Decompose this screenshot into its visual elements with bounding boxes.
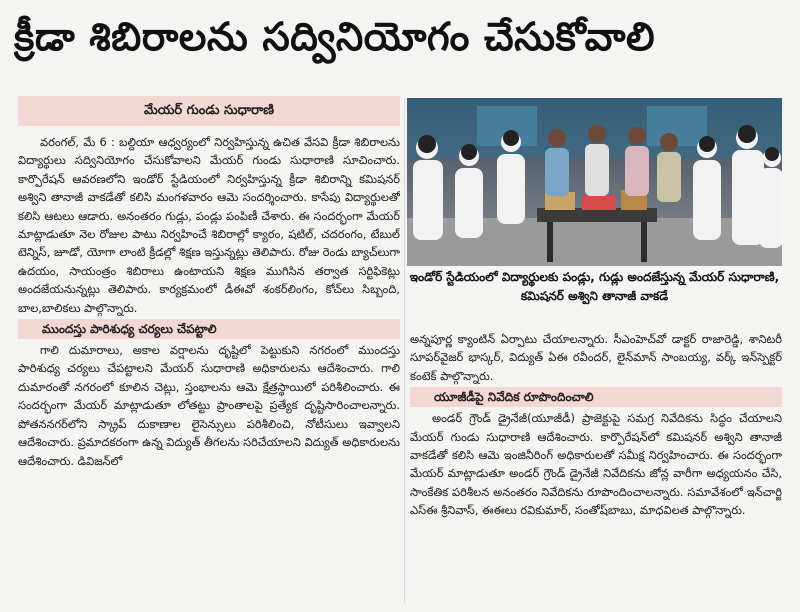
article-paragraph-1: వరంగల్, మే 6 : బల్దియా ఆధ్వర్యంలో నిర్వహిస్తున్న ఉచిత వేసవి క్రీడా శిబిరాలను విద్యార్థులు సద్వినియోగం చేసుకోవాలని మేయర్ గుండు సుధారాణి సూచించారు. కార్పొరేషన్ ఆవరణలోని ఇండోర్ స్టేడియంలో నిర్వహిస్తున్న క్రీడా శిబిరాన్ని కమిషనర్ అశ్విని తానాజీ వాకడేతో కలిసి మంగళవారం ఆమె సందర్శించారు. కాసేపు విద్యార్థులతో కలిసి ఆటలు ఆడారు. అనంతరం గుడ్లు, పండ్లు పంపిణీ చేశారు. ఈ సందర్భంగా మేయర్ మాట్లాడుతూ నెల రోజుల పాటు నిర్వహించే శిబిరాల్లో క్యారం, షటిల్, చదరంగం, టేబుల్ టెన్నిస్, జూడో, యోగా లాంటి క్రీడల్లో శిక్షణ ఇస్తున్నట్లు తెలిపారు. రోజు రెండు బ్యాచ్‌లుగా ఉదయం, సాయంత్రం శిబిరాలు ఉంటాయని శిక్షణ ముగిసిన తర్వాత సర్టిఫికెట్లు అందజేయనున్నట్లు తెలిపారు. కార్యక్రమంలో డీఈవో శంకర్‌లింగం, కోచ్‌లు సిబ్బంది, బాల,బాలికలు పాల్గొన్నారు. [18, 135, 400, 315]
photo-caption: ఇండోర్ స్టేడియంలో విద్యార్థులకు పండ్లు, గుడ్లు అందజేస్తున్న మేయర్ సుధారాణి, కమిషనర్ అశ్విని తానాజీ వాకడే [409, 270, 780, 303]
photo-illustration [407, 98, 782, 266]
right-column [410, 330, 782, 605]
subheading-sanitation: ముందస్తు పారిశుధ్య చర్యలు చేపట్టాలి [18, 319, 400, 339]
article-paragraph-2: గాలి దుమారాలు, అకాల వర్షాలను దృష్టిలో పెట్టుకుని నగరంలో ముందస్తు పారిశుధ్య చర్యలు చేపట్టాలని మేయర్ సుధారాణి అధికారులను ఆదేశించారు. గాలి దుమారంతో నగరంలో కూలిన చెట్లు, స్తంభాలను ఆమె క్షేత్రస్థాయిలో పరిశీలించారు. ఈ సందర్భంగా మేయర్ మాట్లాడుతూ లోతట్టు ప్రాంతాలపై ప్రత్యేక దృష్టిసారించాలన్నారు. పోతననగర్‌లోని స్క్రాప్ దుకాణాల లైసెన్సులు పరిశీలించి, నోటీసులు ఇవ్వాలని ఆదేశించారు. ప్రమాదకరంగా ఉన్న విద్యుత్ తీగలను సరిచేయాలని విద్యుత్ అధికారులను ఆదేశించారు. డివిజన్‌లో [18, 343, 400, 468]
author-byline-banner: మేయర్ గుండు సుధారాణి [18, 96, 400, 126]
news-photo [407, 98, 782, 266]
headline: క్రీడా శిబిరాలను సద్వినియోగం చేసుకోవాలి [14, 15, 656, 60]
column-divider [404, 98, 405, 603]
article-paragraph-3: అన్నపూర్ణ క్యాంటిన్ ఏర్పాటు చేయాలన్నారు. సీఎంహెచ్‌వో డాక్టర్ రాజారెడ్డి, శానిటరీ సూపర్‌వైజర్ భాస్కర్, విద్యుత్ ఏఈ రవీందర్, లైన్‌మాన్ సాంబయ్య, వర్క్ ఇన్‌స్పెక్టర్ కంటెక్ పాల్గొన్నారు. [410, 332, 782, 383]
subheading-ugd: యూజీడీపై నివేదిక రూపొందించాలి [410, 387, 782, 407]
left-column [18, 133, 400, 605]
article-paragraph-4: అండర్ గ్రౌండ్ డ్రైనేజీ(యూజీడీ) ప్రాజెక్టుపై సమగ్ర నివేదికను సిద్ధం చేయాలని మేయర్ గుండు సుధారాణి ఆదేశించారు. కార్పొరేషన్‌లో కమిషనర్ అశ్విని తానాజీ వాకడేతో కలిసి ఆమె ఇంజినీరింగ్ అధికారులతో సమీక్ష నిర్వహించారు. ఈ సందర్భంగా మేయర్ మాట్లాడుతూ అండర్ గ్రౌండ్ డ్రైనేజీ నివేదికను జోన్ల వారీగా అధ్యయనం చేసి, సాంకేతిక పరిశీలన అనంతరం నివేదికను రూపొందించాలన్నారు. సమావేశంలో ఇన్‌చార్జి ఎస్ఈ శ్రీనివాస్, ఈఈలు రవికుమార్, సంతోష్‌బాబు, మాధవిలత పాల్గొన్నారు. [410, 411, 782, 518]
